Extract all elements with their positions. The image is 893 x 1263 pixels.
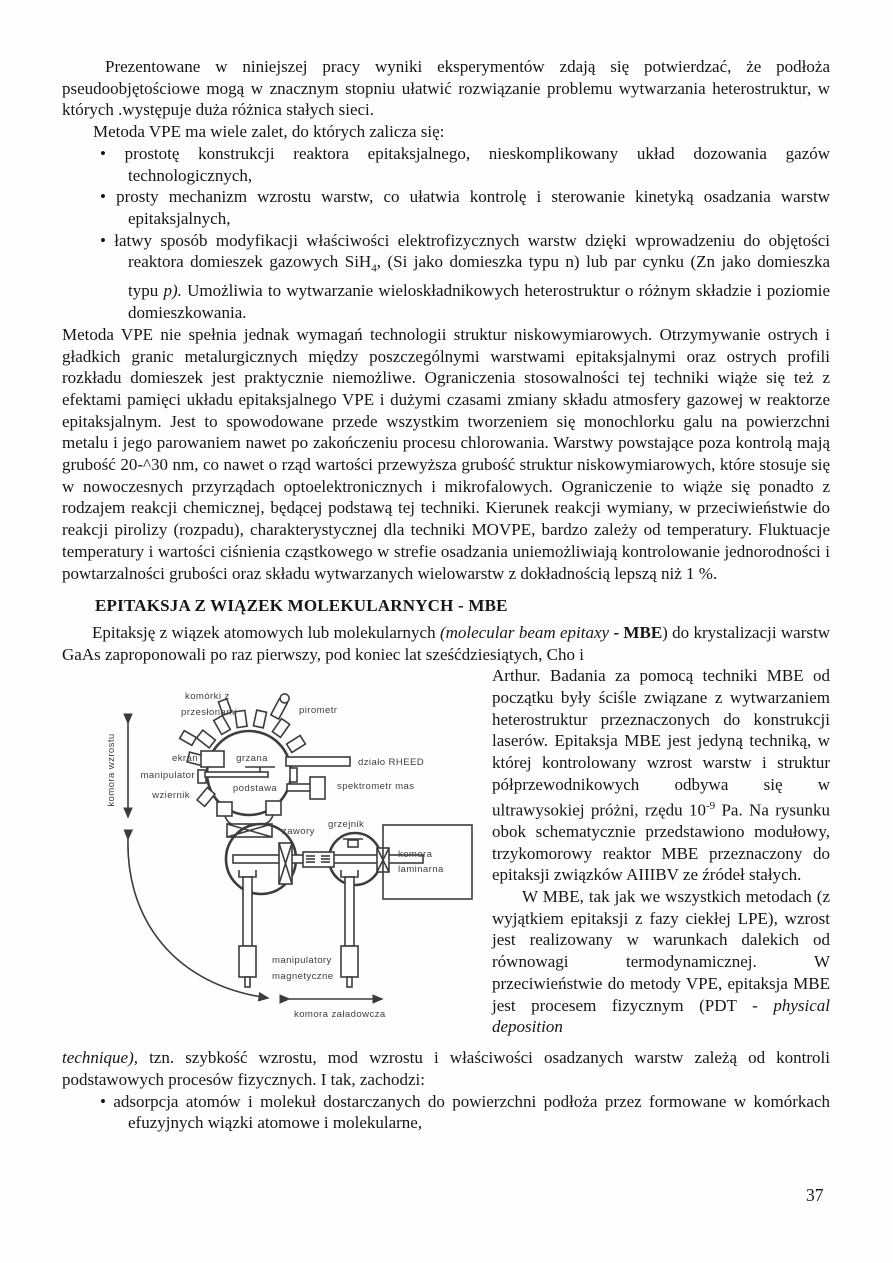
body-text: Pa. Na rysunku obok schematycznie przedstawiono modułowy, trzykomorowy reaktor MBE przeznaczony do epitaksji związków AIIIBV ze źródeł stałych. xyxy=(492,800,830,885)
figure-label-komora-wzrostu: komora wzrostu xyxy=(106,733,117,808)
figure-label-komora-zaladowcza: komora załadowcza xyxy=(294,1009,386,1021)
vpe-advantages-list xyxy=(62,143,830,324)
mbe-processes-list xyxy=(62,1091,830,1134)
paragraph-vpe-limits: Metoda VPE nie spełnia jednak wymagań technologii struktur niskowymiarowych. Otrzymywanie ostrych i gładkich granic metalurgicznych między poszczególnymi warstwami epitaksjalnymi oraz ostrych profili rozkładu domieszek jest praktycznie niemożliwe. Ograniczenia stosowalności tej techniki wiąże się też z efektami pamięci układu epitaksjalnego VPE i dużymi czasami zmiany składu atmosfery gazowej w reaktorze epitaksjalnym. Jest to spowodowane przede wszystkim tworzeniem się monochlorku galu na powierzchni metalu i jego parowaniem nawet po zakończeniu procesu chlorowania. Warstwy powstające poza kontrolą mają grubość 20-^30 nm, co nawet o rząd wartości przewyższa grubość struktur niskowymiarowych, które stosuje się w nowoczesnych przyrządach optoelektronicznych i mikrofalowych. Ograniczenie to wiąże się ponadto z rodzajem reakcji chemicznej, będącej podstawą tej techniki. Kierunek reakcji wymiany, w przeciwieństwie do reakcji pirolizy (rozpadu), charakterystycznej dla techniki MOVPE, bardzo zależy od temperatury. Fluktuacje temperatury i wartości ciśnienia cząstkowego w strefie osadzania uniemożliwiają kontrolowanie jednorodności i powtarzalności grubości oraz składu wytwarzanych wielowarstw z dokładnością lepszą niż 1 %. xyxy=(62,324,830,583)
list-item-text: adsorpcja atomów i molekuł dostarczanych do powierzchni podłoża przez formowane w komórkach efuzyjnych wiązki atomowe i molekularne, xyxy=(113,1091,830,1133)
body-text: ) do krystalizacji warstw GaAs zaproponowali po raz pierwszy, pod koniec lat sześćdziesiątych, Cho i xyxy=(62,622,830,664)
mbe-reactor-figure xyxy=(62,667,482,1037)
bold-text: - MBE xyxy=(613,622,663,642)
magnetic-manipulator-right xyxy=(341,870,358,987)
paragraph-mbe-physics xyxy=(492,886,830,1038)
paragraph-vpe-lead: Metoda VPE ma wiele zalet, do których zalicza się: xyxy=(93,122,445,142)
screen-box xyxy=(201,751,224,767)
exit-ports xyxy=(217,801,281,825)
page-number: 37 xyxy=(806,1185,824,1205)
body-text: tzn. szybkość wzrostu, mod wzrostu i właściwości osadzanych warstw zależą od kontroli podstawowych procesów fizycznych. I tak, zachodzi: xyxy=(62,1048,830,1090)
list-item-text: prostotę konstrukcji reaktora epitaksjalnego, nieskomplikowany układ dozowania gazów technologicznych, xyxy=(124,143,831,185)
body-text: Epitaksję z wiązek atomowych lub molekularnych xyxy=(92,622,440,642)
chemical-subscript: 4 xyxy=(371,262,377,275)
list-item-text: prosty mechanizm wzrostu warstw, co ułatwia kontrolę i sterowanie kinetyką osadzania warstw epitaksjalnych, xyxy=(116,187,831,228)
paragraph-intro: Prezentowane w niniejszej pracy wyniki eksperymentów zdają się potwierdzać, że podłoża pseudoobjętościowe mogą w znacznym stopniu ułatwić rozwiązanie problemu wytwarzania heterostruktur, w których .występuje duża różnica stałych sieci. xyxy=(62,57,830,120)
body-text: W MBE, tak jak we wszystkich metodach (z wyjątkiem epitaksji z fazy ciekłej LPE), wzrost jest realizowany w warunkach dalekich od równowagi termodynamicznej. W przeciwieństwie do metody VPE, epitaksja MBE jest procesem fizycznym (PDT - xyxy=(492,887,830,1015)
figure-label-grzejnik: grzejnik xyxy=(328,819,365,831)
figure-label-podstawa: podstawa xyxy=(232,783,278,795)
paragraph-continuation xyxy=(62,1047,830,1090)
list-item-adsorpcja xyxy=(113,1091,830,1134)
figure-and-text-row xyxy=(62,665,830,1047)
list-item-text: łatwy sposób modyfikacji właściwości elektrofizycznych warstw dzięki wprowadzeniu do objętości reaktora domieszek gazowych SiH xyxy=(114,230,830,272)
italic-text: physical deposition xyxy=(492,995,830,1037)
exponent-text: -9 xyxy=(705,799,716,812)
gate-valve-middle xyxy=(279,843,292,884)
figure-label-spektrometr-mas: spektrometr mas xyxy=(337,781,415,793)
paragraph-mbe-description xyxy=(492,665,830,886)
figure-label-dzialo-rheed: działo RHEED xyxy=(358,757,425,769)
mbe-reactor-diagram xyxy=(62,667,482,1035)
body-text: Arthur. Badania za pomocą techniki MBE od początku były ściśle związane z wytwarzaniem heterostruktur przeznaczonych do konstrukcji laserów. Epitaksja MBE jest jedyną techniką, w której kontrolowany wzrost warstw i struktur półprzewodnikowych odbywa się w ultrawysokiej próżni, rzędu 10 xyxy=(492,666,830,820)
manipulator-arm xyxy=(198,767,275,783)
figure-label-komorki-2: przesłonami xyxy=(181,707,238,719)
pyrometer-device xyxy=(271,693,291,720)
viewport-port xyxy=(197,788,215,807)
figure-label-manipulatory-2: magnetyczne xyxy=(272,971,334,983)
page-content xyxy=(62,56,830,1134)
figure-label-ekran: ekran xyxy=(172,753,198,765)
italic-text: p). xyxy=(163,281,182,301)
figure-label-komora-laminarna-2: laminarna xyxy=(398,864,444,876)
section-heading-mbe: EPITAKSJA Z WIĄZEK MOLEKULARNYCH - MBE xyxy=(95,596,508,616)
figure-label-manipulatory-1: manipulatory xyxy=(272,955,332,967)
figure-label-pirometr: pirometr xyxy=(299,705,338,717)
figure-label-grzana: grzana xyxy=(236,753,268,765)
paragraph-mbe-lead xyxy=(62,622,830,665)
list-item-text: Umożliwia to wytwarzanie wieloskładnikowych heterostruktur o różnym składzie i poziomie domieszkowania. xyxy=(128,281,830,323)
rod-coupler xyxy=(303,852,334,867)
figure-label-wziernik: wziernik xyxy=(152,790,190,802)
heater-element xyxy=(343,839,363,847)
figure-label-komorki-1: komórki z xyxy=(185,691,230,703)
list-item-vpe-2 xyxy=(116,186,831,229)
figure-label-manipulator: manipulator xyxy=(140,770,195,782)
italic-text: technique), xyxy=(62,1048,138,1068)
growth-chamber-extent-arrow xyxy=(106,723,128,817)
figure-label-komora-laminarna-1: komora xyxy=(398,849,433,861)
list-item-text: , (Si jako domieszka typu n) lub par cynku (Zn jako domieszka typu xyxy=(128,252,830,301)
list-item-vpe-3 xyxy=(114,230,830,324)
figure-label-zawory: zawory xyxy=(282,826,315,838)
italic-text: (molecular beam epitaxy xyxy=(439,622,614,642)
text-column-right xyxy=(492,665,830,1038)
list-item-vpe-1 xyxy=(124,143,831,186)
